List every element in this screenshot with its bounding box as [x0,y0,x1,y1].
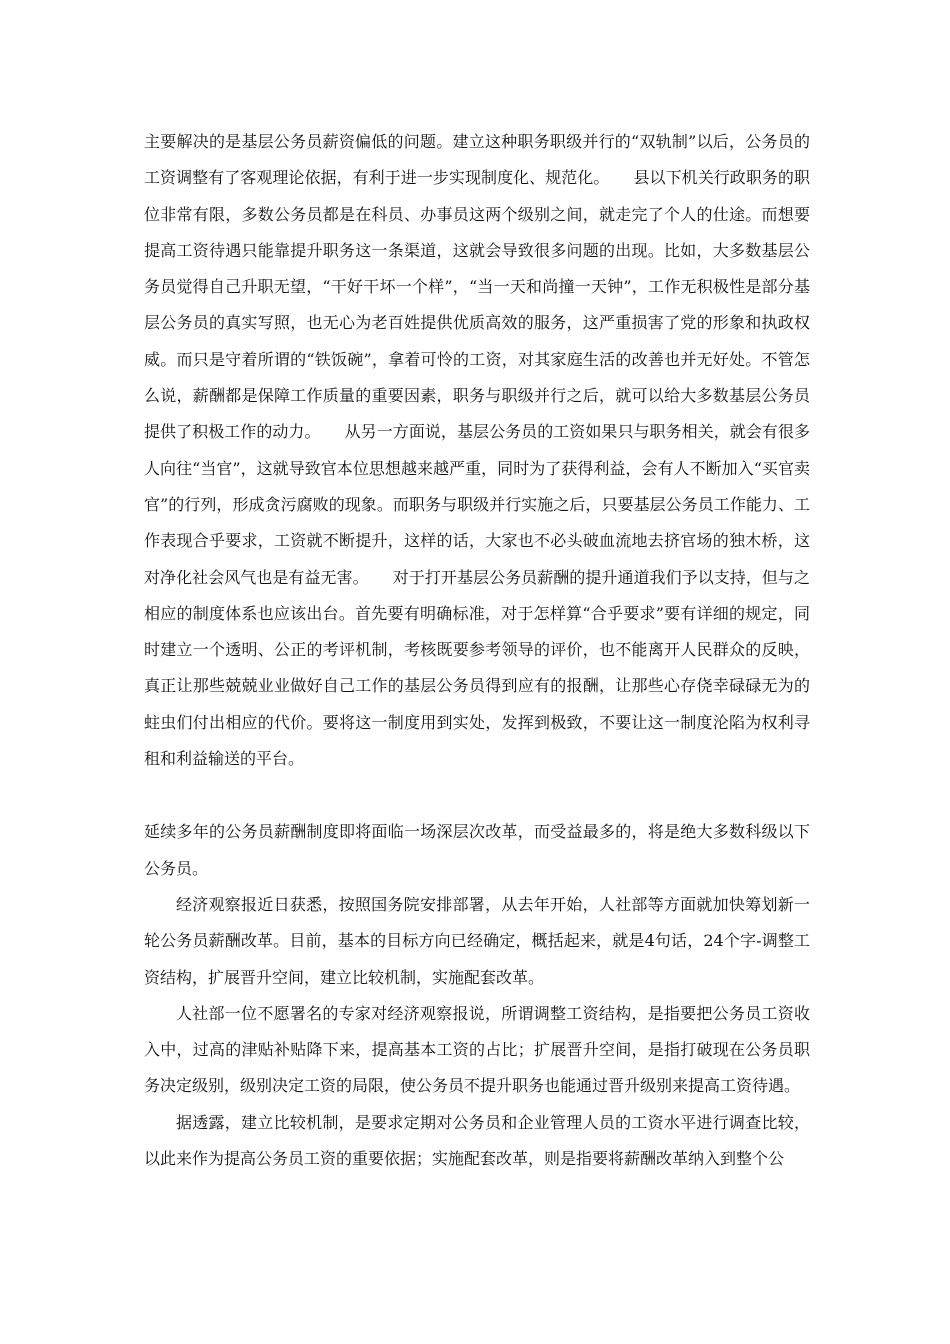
paragraph-1: 主要解决的是基层公务员薪资偏低的问题。建立这种职务职级并行的“双轨制”以后，公务员的工资调整有了客观理论依据，有利于进一步实现制度化、规范化。 县以下机关行政职务的职位非常有限，多数公务员都是在科员、办事员这两个级别之间，就走完了个人的仕途。而想要提高工资待遇只能靠提升职务这一条渠道，这就会导致很多问题的出现。比如，大多数基层公务员觉得自己升职无望，“干好干坏一个样”，“当一天和尚撞一天钟”，工作无积极性是部分基层公务员的真实写照，也无心为老百姓提供优质高效的服务，这严重损害了党的形象和执政权威。而只是守着所谓的“铁饭碗”，拿着可怜的工资，对其家庭生活的改善也并无好处。不管怎么说，薪酬都是保障工作质量的重要因素，职务与职级并行之后，就可以给大多数基层公务员提供了积极工作的动力。 从另一方面说，基层公务员的工资如果只与职务相关，就会有很多人向往“当官”，这就导致官本位思想越来越严重，同时为了获得利益，会有人不断加入“买官卖官”的行列，形成贪污腐败的现象。而职务与职级并行实施之后，只要基层公务员工作能力、工作表现合乎要求，工资就不断提升，这样的话，大家也不必头破血流地去挤官场的独木桥，这对净化社会风气也是有益无害。 对于打开基层公务员薪酬的提升通道我们予以支持，但与之相应的制度体系也应该出台。首先要有明确标准，对于怎样算“合乎要求”要有详细的规定，同时建立一个透明、公正的考评机制，考核既要参考领导的评价，也不能离开人民群众的反映，真正让那些兢兢业业做好自己工作的基层公务员得到应有的报酬，让那些心存侥幸碌碌无为的蛀虫们付出相应的代价。要将这一制度用到实处，发挥到极致，不要让这一制度沦陷为权利寻租和利益输送的平台。 [144,132,810,769]
document-body [144,124,810,1177]
paragraph-5: 据透露，建立比较机制，是要求定期对公务员和企业管理人员的工资水平进行调查比较，以此来作为提高公务员工资的重要依据；实施配套改革，则是指要将薪酬改革纳入到整个公 [144,1112,810,1169]
paragraph-2: 延续多年的公务员薪酬制度即将面临一场深层次改革，而受益最多的，将是绝大多数科级以下公务员。 [144,822,810,878]
paragraph-3: 经济观察报近日获悉，按照国务院安排部署，从去年开始，人社部等方面就加快筹划新一轮公务员薪酬改革。目前，基本的目标方向已经确定，概括起来，就是4句话，24个字-调整工资结构，扩展晋升空间，建立比较机制，实施配套改革。 [144,894,810,987]
paragraph-gap [144,777,810,814]
paragraph-4: 人社部一位不愿署名的专家对经济观察报说，所谓调整工资结构，是指要把公务员工资收入中，过高的津贴补贴降下来，提高基本工资的占比；扩展晋升空间，是指打破现在公务员职务决定级别，级别决定工资的局限，使公务员不提升职务也能通过晋升级别来提高工资待遇。 [144,1003,810,1096]
